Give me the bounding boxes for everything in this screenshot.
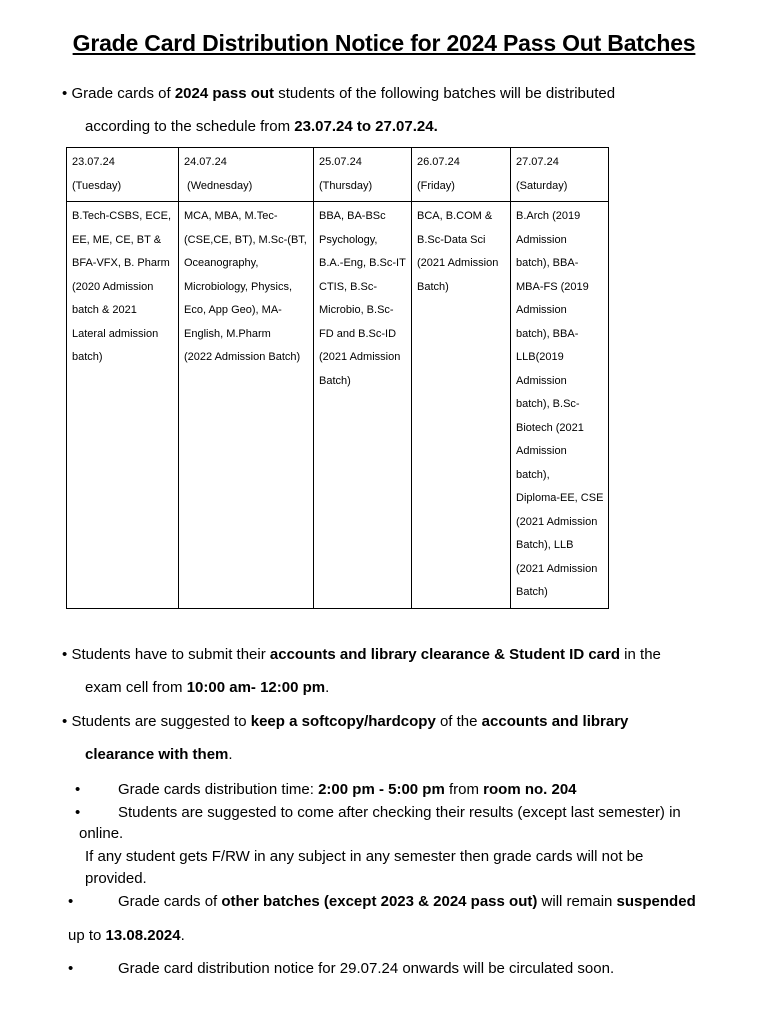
intro-date-range: 23.07.24 to 27.07.24. [294,118,438,135]
note-text: from [444,781,484,798]
note-text: . [180,927,185,944]
note-bold: 10:00 am- 12:00 pm [186,679,326,696]
note-5 [68,892,73,912]
bullet-icon: • [68,960,74,977]
note-3-text [118,780,577,800]
note-text: of the [435,713,482,730]
schedule-date-cell: 24.07.24 (Wednesday) [179,148,314,202]
note-6-text: Grade card distribution notice for 29.07.24 onwards will be circulated soon. [118,960,615,977]
schedule-date-cell: 25.07.24 (Thursday) [314,148,412,202]
page-title: Grade Card Distribution Notice for 2024 Pass Out Batches [72,30,696,56]
schedule-table [66,147,609,609]
schedule-date-cell: 26.07.24 (Friday) [412,148,511,202]
bullet-icon: • [62,713,68,730]
schedule-date-cell: 23.07.24 (Tuesday) [67,148,179,202]
note-2-line-1 [62,712,628,732]
note-4 [75,803,80,823]
note-bold: 13.08.2024 [105,927,181,944]
batches-cell: B.Tech-CSBS, ECE, EE, ME, CE, BT & BFA-VFX, B. Pharm (2020 Admission batch & 2021 Lateral admission batch) [67,202,179,609]
intro-bold: 2024 pass out [174,85,275,102]
bullet-icon: • [62,646,68,663]
intro-line-1 [62,84,615,104]
batches-cell: MCA, MBA, M.Tec- (CSE,CE, BT), M.Sc-(BT, Oceanography, Microbiology, Physics, Eco, App Geo), MA- English, M.Pharm (2022 Admission Batch) [179,202,314,609]
note-text: Grade cards of [118,893,222,910]
note-text: in the [620,646,661,663]
note-4-line-3: If any student gets F/RW in any subject in any semester then grade cards will not be [85,848,644,865]
bullet-icon: • [68,893,74,910]
batches-cell: BCA, B.COM & B.Sc-Data Sci (2021 Admission Batch) [412,202,511,609]
note-1-line-2 [85,678,329,698]
note-bold: accounts and library [481,713,629,730]
note-text: Grade cards distribution time: [118,781,319,798]
note-2-line-2 [85,745,233,765]
note-text: . [228,746,233,763]
intro-line2-text: according to the schedule from [85,118,295,135]
intro-text: Grade cards of [71,85,175,102]
note-1-line-1 [62,645,661,665]
note-6 [68,959,73,979]
bullet-icon: • [75,804,81,821]
note-text: will remain [537,893,617,910]
note-text: up to [68,927,106,944]
note-text: Students have to submit their [71,646,270,663]
note-5-line-1 [118,892,696,912]
note-bold: room no. 204 [483,781,577,798]
schedule-date-cell: 27.07.24 (Saturday) [511,148,609,202]
note-4-line-2: online. [79,825,124,842]
bullet-icon: • [75,781,81,798]
batches-cell: B.Arch (2019 Admission batch), BBA- MBA-FS (2019 Admission batch), BBA- LLB(2019 Admission batch), B.Sc- Biotech (2021 Admission batch), Diploma-EE, CSE (2021 Admission Batch), LLB (2021 Admission Batch) [511,202,609,609]
intro-text-2: students of the following batches will be distributed [274,85,616,102]
note-bold: other batches (except 2023 & 2024 pass out) [221,893,538,910]
note-bold: accounts and library clearance & Student ID card [269,646,621,663]
note-bold: keep a softcopy/hardcopy [250,713,436,730]
note-4-line-1: Students are suggested to come after checking their results (except last semester) in [118,804,681,821]
note-4-line-4: provided. [85,870,147,887]
note-bold: suspended [616,893,696,910]
note-5-line-2 [68,926,185,946]
note-3 [75,780,80,800]
batches-cell: BBA, BA-BSc Psychology, B.A.-Eng, B.Sc-IT CTIS, B.Sc- Microbio, B.Sc- FD and B.Sc-ID (2021 Admission Batch) [314,202,412,609]
schedule-header-row [67,148,609,202]
note-bold: 2:00 pm - 5:00 pm [318,781,445,798]
note-bold: clearance with them [85,746,229,763]
bullet-icon: • [62,85,68,102]
note-text: Students are suggested to [71,713,251,730]
note-text: . [325,679,330,696]
note-text: exam cell from [85,679,187,696]
schedule-batches-row [67,202,609,609]
intro-line-2 [85,117,438,137]
